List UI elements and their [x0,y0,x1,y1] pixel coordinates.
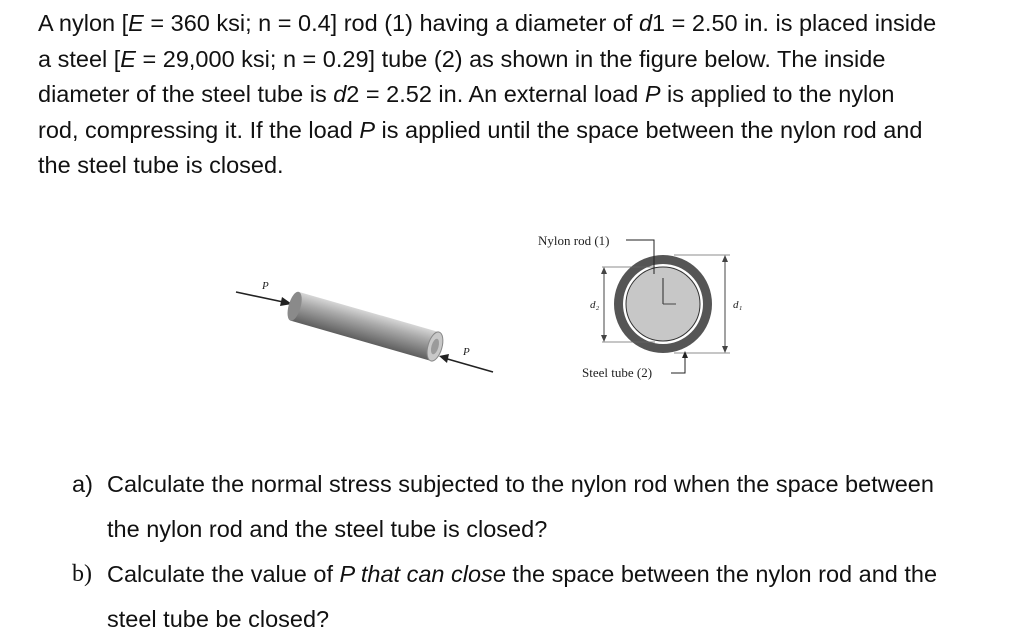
symbol-E: E [128,10,144,36]
load-label-left: P [262,280,269,292]
dimension-label-outer: d₁ [733,299,743,311]
figure-svg [230,222,750,392]
nylon-rod-label: Nylon rod (1) [538,233,610,248]
question-text [107,552,942,642]
symbol-d: d [638,10,653,36]
question-list [72,462,942,642]
nylon-rod-cylinder [285,290,446,363]
question-marker: a) [72,471,93,497]
rod-tube-figure [230,222,750,392]
question-text: Calculate the normal stress subjected to the nylon rod when the space between the nylon rod and the steel tube is closed? [107,471,934,542]
question-text-pre: Calculate the value of [107,561,340,587]
problem-text-4: = 29,000 ksi; n = 0.29] tube (2) as shown in the figure below. The inside diameter of the steel tube is [38,45,886,107]
left-load-arrow [236,292,292,306]
problem-text-3: 1 = 2.50 in. is placed inside a steel [ [38,10,937,72]
problem-text-2: = 360 ksi; n = 0.4] rod (1) having a diameter of [143,10,639,36]
problem-text-6: is applied to the nylon rod, compressing it. If the load [38,81,895,143]
problem-statement [38,6,938,184]
question-a [72,462,942,552]
symbol-E: E [120,45,136,72]
symbol-P: P [359,116,376,143]
symbol-P: P [644,81,661,107]
dimension-label-inner: d₂ [590,299,600,311]
question-text-italic: P that can close [339,561,506,587]
load-label-right: P [463,346,470,358]
problem-text-5: 2 = 2.52 in. An external load [346,81,645,107]
cross-section [614,255,712,353]
question-text-post: the space between the nylon rod and the steel tube be closed? [107,561,938,632]
problem-text-7: is applied until the space between the nylon rod and the steel tube is closed. [38,116,923,178]
question-b [72,552,942,642]
question-marker: b) [72,561,92,587]
problem-text-1: A nylon [ [38,10,129,36]
steel-tube-label: Steel tube (2) [582,365,653,380]
symbol-d: d [333,81,347,107]
